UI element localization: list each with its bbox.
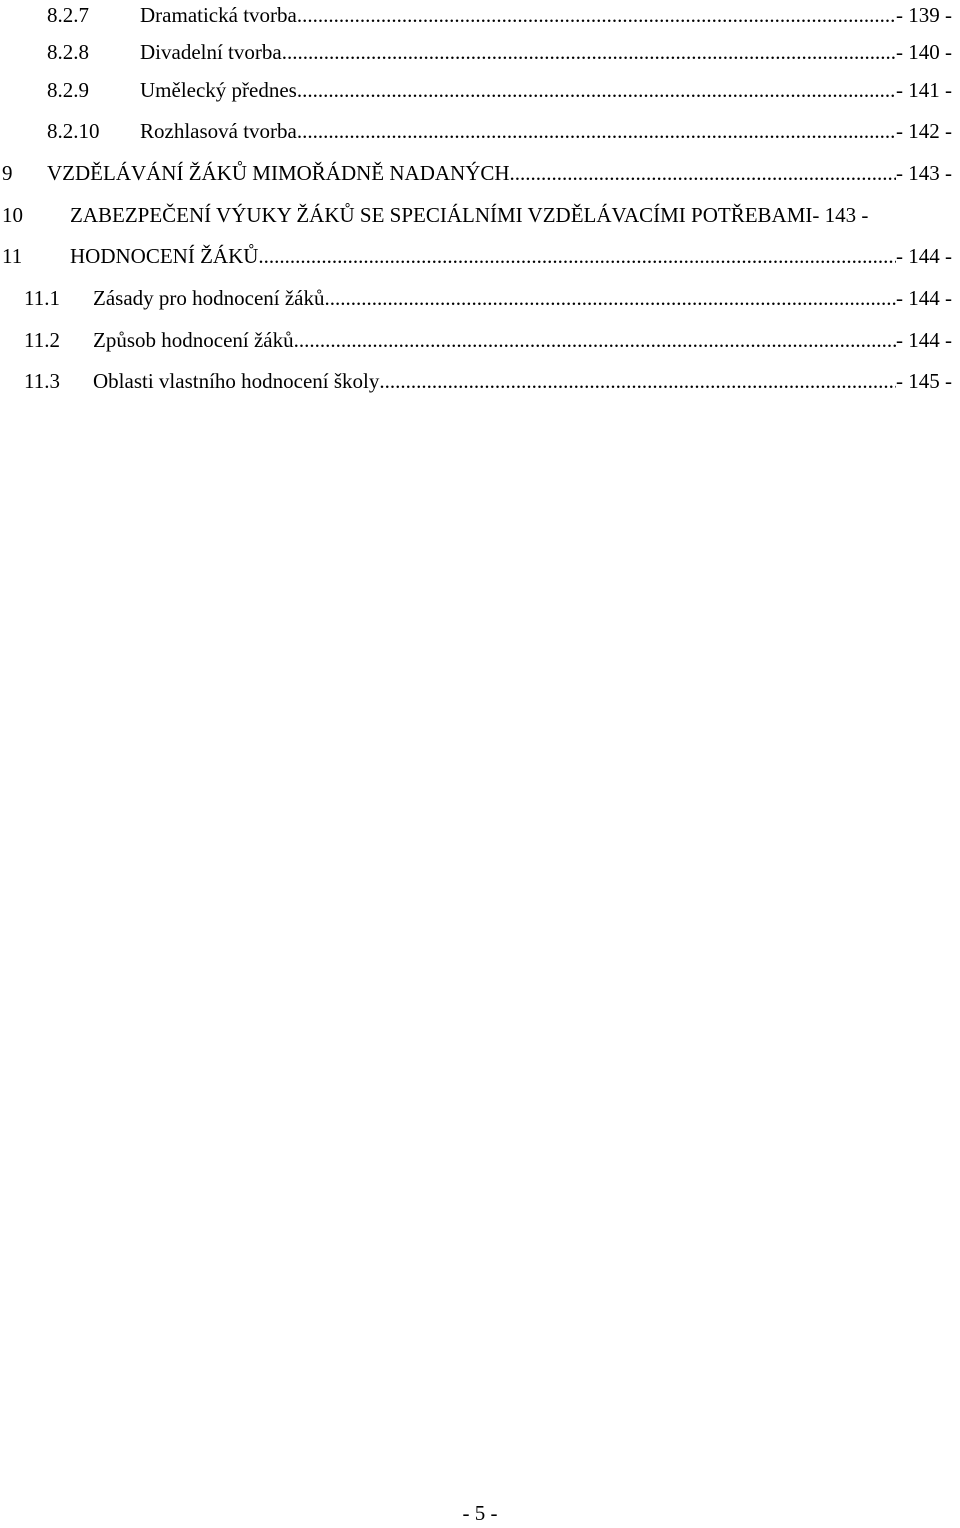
toc-entry-title: VZDĚLÁVÁNÍ ŽÁKŮ MIMOŘÁDNĚ NADANÝCH bbox=[47, 161, 510, 185]
toc-entry-number: 9 bbox=[2, 161, 13, 185]
dot-leader bbox=[379, 366, 896, 396]
page-number: - 5 - bbox=[462, 1501, 498, 1525]
toc-entry-number: 8.2.8 bbox=[47, 40, 89, 64]
toc-entry-number: 11.1 bbox=[24, 286, 60, 310]
toc-entry-title: HODNOCENÍ ŽÁKŮ bbox=[70, 244, 259, 268]
dot-leader bbox=[258, 241, 896, 271]
toc-entry[interactable] bbox=[0, 75, 960, 105]
toc-entry-page: - 144 - bbox=[896, 328, 952, 352]
toc-entry-number: 8.2.7 bbox=[47, 3, 89, 27]
dot-leader bbox=[282, 37, 896, 67]
toc-entry[interactable] bbox=[0, 37, 960, 67]
toc-entry[interactable] bbox=[0, 200, 960, 230]
toc-entry[interactable] bbox=[0, 283, 960, 313]
toc-entry-page: - 144 - bbox=[896, 244, 952, 268]
dot-leader bbox=[510, 158, 896, 188]
toc-entry-page: - 141 - bbox=[896, 78, 952, 102]
toc-entry-title: Zásady pro hodnocení žáků bbox=[93, 286, 325, 310]
toc-entry-page: - 143 - bbox=[812, 203, 869, 227]
toc-entry[interactable] bbox=[0, 116, 960, 146]
toc-entry-title: Způsob hodnocení žáků bbox=[93, 328, 294, 352]
toc-entry-title: Divadelní tvorba bbox=[140, 40, 282, 64]
toc-entry-number: 11.3 bbox=[24, 369, 60, 393]
toc-entry-title: ZABEZPEČENÍ VÝUKY ŽÁKŮ SE SPECIÁLNÍMI VZDĚLÁVACÍMI POTŘEBAMI bbox=[70, 203, 813, 227]
toc-entry-number: 8.2.9 bbox=[47, 78, 89, 102]
toc-entry[interactable] bbox=[0, 325, 960, 355]
toc-entry-title: Rozhlasová tvorba bbox=[140, 119, 297, 143]
toc-entry-title: Oblasti vlastního hodnocení školy bbox=[93, 369, 380, 393]
toc-entry-number: 11.2 bbox=[24, 328, 60, 352]
toc-entry-number: 11 bbox=[2, 244, 23, 268]
toc-entry-page: - 145 - bbox=[896, 369, 952, 393]
dot-leader bbox=[297, 75, 896, 105]
toc-entry[interactable] bbox=[0, 0, 960, 30]
dot-leader bbox=[294, 325, 896, 355]
toc-entry[interactable] bbox=[0, 366, 960, 396]
dot-leader bbox=[325, 283, 896, 313]
toc-entry-number: 10 bbox=[2, 203, 23, 227]
toc-entry-page: - 139 - bbox=[896, 3, 952, 27]
toc-entry[interactable] bbox=[0, 241, 960, 271]
toc-entry-title: Umělecký přednes bbox=[140, 78, 297, 102]
toc-entry-title: Dramatická tvorba bbox=[140, 3, 297, 27]
toc-entry-number: 8.2.10 bbox=[47, 119, 100, 143]
dot-leader bbox=[297, 0, 896, 30]
toc-entry-page: - 142 - bbox=[896, 119, 952, 143]
toc-entry-page: - 143 - bbox=[896, 161, 952, 185]
dot-leader bbox=[297, 116, 896, 146]
toc-entry[interactable] bbox=[0, 158, 960, 188]
toc-entry-page: - 144 - bbox=[896, 286, 952, 310]
toc-entry-page: - 140 - bbox=[896, 40, 952, 64]
